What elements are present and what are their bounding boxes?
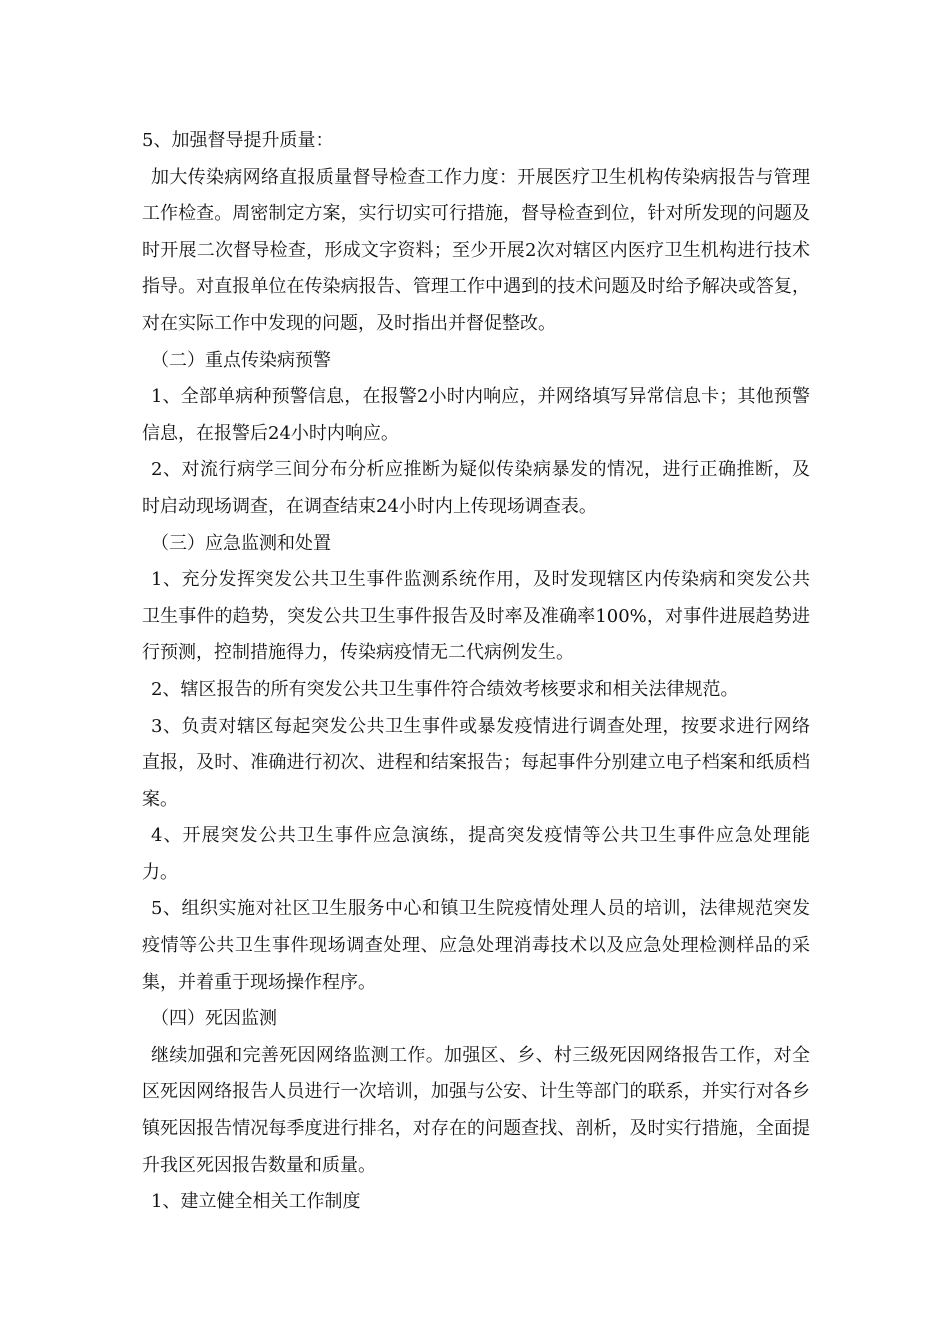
paragraph-warning-item-2: 2、对流行病学三间分布分析应推断为疑似传染病暴发的情况，进行正确推断，及时启动现场调查，在调查结束24小时内上传现场调查表。 <box>142 459 810 517</box>
paragraph-emergency-item-4: 4、开展突发公共卫生事件应急演练，提高突发疫情等公共卫生事件应急处理能力。 <box>142 825 810 883</box>
paragraph-emergency-item-2: 2、辖区报告的所有突发公共卫生事件符合绩效考核要求和相关法律规范。 <box>151 678 739 700</box>
section-heading-emergency: （三）应急监测和处置 <box>151 532 331 554</box>
paragraph-death-monitoring: 继续加强和完善死因网络监测工作。加强区、乡、村三级死因网络报告工作，对全区死因网络报告人员进行一次培训，加强与公安、计生等部门的联系，并实行对各乡镇死因报告情况每季度进行排名，对存在的问题查找、剖析，及时实行措施，全面提升我区死因报告数量和质量。 <box>142 1044 810 1176</box>
section-heading-early-warning: （二）重点传染病预警 <box>151 349 331 371</box>
paragraph-warning-item-1: 1、全部单病种预警信息，在报警2小时内响应，并网络填写异常信息卡；其他预警信息，在报警后24小时内响应。 <box>142 386 810 444</box>
paragraph-supervision-details: 加大传染病网络直报质量督导检查工作力度：开展医疗卫生机构传染病报告与管理工作检查。周密制定方案，实行切实可行措施，督导检查到位，针对所发现的问题及时开展二次督导检查，形成文字资料；至少开展2次对辖区内医疗卫生机构进行技术指导。对直报单位在传染病报告、管理工作中遇到的技术问题及时给予解决或答复，对在实际工作中发现的问题，及时指出并督促整改。 <box>142 166 810 334</box>
section-heading-supervision: 5、加强督导提升质量： <box>142 130 334 151</box>
paragraph-emergency-item-5: 5、组织实施对社区卫生服务中心和镇卫生院疫情处理人员的培训，法律规范突发疫情等公共卫生事件现场调查处理、应急处理消毒技术以及应急处理检测样品的采集，并着重于现场操作程序。 <box>142 898 810 993</box>
paragraph-emergency-item-1: 1、充分发挥突发公共卫生事件监测系统作用，及时发现辖区内传染病和突发公共卫生事件的趋势，突发公共卫生事件报告及时率及准确率100%，对事件进展趋势进行预测，控制措施得力，传染病疫情无二代病例发生。 <box>142 569 810 664</box>
section-heading-death-monitoring: （四）死因监测 <box>151 1008 277 1030</box>
paragraph-emergency-item-3: 3、负责对辖区每起突发公共卫生事件或暴发疫情进行调查处理，按要求进行网络直报，及时、准确进行初次、进程和结案报告；每起事件分别建立电子档案和纸质档案。 <box>142 715 810 810</box>
document-page <box>142 123 810 1221</box>
paragraph-death-item-1: 1、建立健全相关工作制度 <box>151 1191 361 1213</box>
